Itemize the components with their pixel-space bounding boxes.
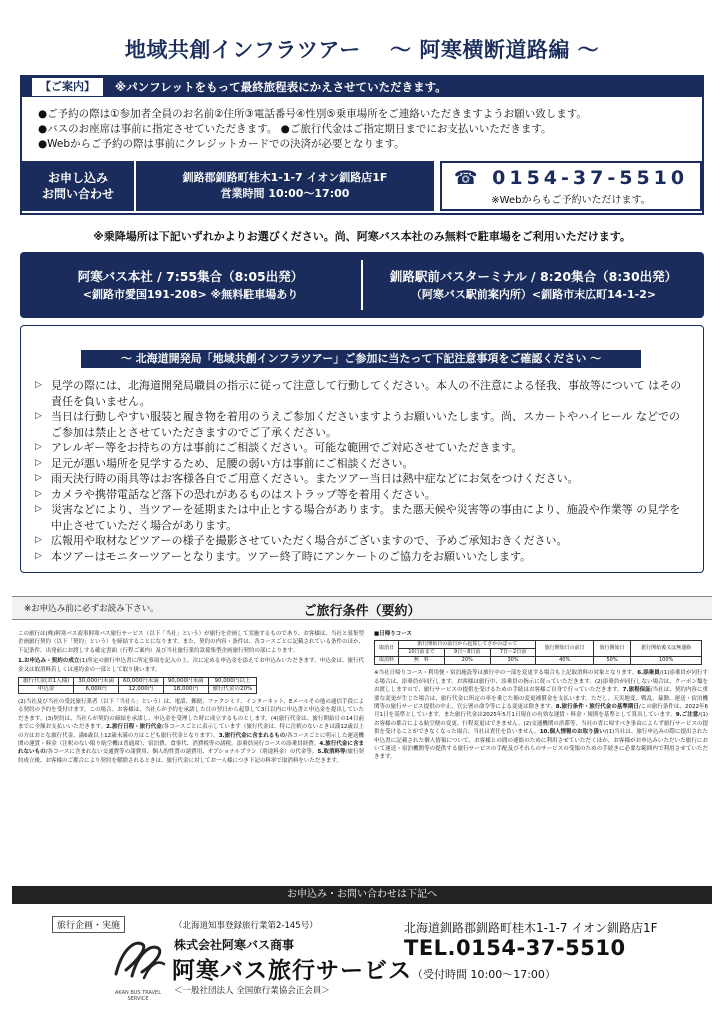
notice-line: ●ご予約の際は①参加者全員のお名前②住所③電話番号④性別⑤乗車場所をご連絡いただきますようお願い致します。 bbox=[38, 108, 587, 120]
triangle-bullet-icon: ▷ bbox=[35, 380, 42, 390]
contact-tel-block bbox=[440, 161, 702, 211]
footer-hours: （受付時間 10:00～17:00） bbox=[412, 968, 556, 981]
notice-line: ●Webからご予約の際は事前にクレジットカードでの決済が必要となります。 bbox=[38, 138, 405, 150]
pickup-sub: <釧路市愛国191-208> ※無料駐車場あり bbox=[82, 287, 299, 301]
contact-label-line1: お申し込み bbox=[47, 171, 108, 185]
triangle-bullet-icon: ▷ bbox=[35, 535, 42, 545]
organizer-tag: 旅行企画・実施 bbox=[52, 916, 125, 933]
akan-bus-logo-icon bbox=[108, 930, 168, 990]
table-row: 旅行代金(お1人様) 30,000円未満 60,000円未満 90,000円未満 90,000円以上 bbox=[19, 678, 257, 686]
table-row: 取消料 無 料 20% 30% 40% 50% 100% bbox=[375, 657, 702, 665]
deposit-table bbox=[18, 677, 257, 694]
conditions-title: ご旅行条件（要約） bbox=[303, 604, 421, 619]
caution-item: ▷ 広報用や取材などツアーの様子を撮影させていただく場合がございますので、予めご承知おきください。 bbox=[35, 534, 568, 547]
registration-number: （北海道知事登録旅行業第2-145号） bbox=[174, 921, 318, 931]
web-note: ※Webからもご予約いただけます。 bbox=[491, 194, 651, 206]
notice-header-text: ※パンフレットをもって最終旅程表にかえさせていただきます。 bbox=[115, 80, 447, 94]
inquiry-bar: お申込み・お問い合わせは下記へ bbox=[12, 886, 712, 904]
caution-header: ～ 北海道開発局「地域共創インフラツアー」ご参加に当たって下記注意事項をご確認ください ～ bbox=[81, 350, 641, 368]
contact-tel[interactable]: ☎ 0154-37-5510 bbox=[453, 166, 689, 189]
caution-item: ▷ 見学の際には、北海道開発局職員の指示に従って注意して行動してください。本人の不注意による怪我、事故等について はその責任を負いません。 bbox=[35, 379, 682, 408]
pickup-box bbox=[20, 252, 704, 318]
notice-header bbox=[22, 77, 702, 97]
pickup-main: 釧路駅前バスターミナル / 8:20集合（8:30出発） bbox=[389, 268, 678, 284]
caution-item: ▷ アレルギー等をお持ちの方は事前にご相談ください。可能な範囲でご対応させていただきます。 bbox=[35, 441, 523, 454]
conditions-header bbox=[12, 596, 712, 620]
cancellation-table bbox=[374, 640, 702, 665]
caution-item: ▷ カメラや携帯電話など落下の恐れがあるものはストラップ等を着用ください。 bbox=[35, 487, 436, 501]
conditions-right-column bbox=[374, 630, 708, 764]
conditions-note: ※お申込み前に必ずお読み下さい。 bbox=[24, 604, 159, 614]
triangle-bullet-icon: ▷ bbox=[35, 504, 42, 514]
pickup-akanbus-hq bbox=[20, 252, 361, 318]
company-parent-name: 株式会社阿寒バス商事 bbox=[174, 938, 295, 952]
contact-address: 釧路郡釧路町桂木1-1-7 イオン釧路店1F bbox=[182, 171, 388, 184]
triangle-bullet-icon: ▷ bbox=[35, 442, 42, 452]
triangle-bullet-icon: ▷ bbox=[35, 411, 42, 421]
caution-item: ▷ 本ツアーはモニターツアーとなります。ツアー終了時にアンケートのご協力をお願いいたします。 bbox=[35, 549, 532, 563]
caution-item: ▷ 雨天決行時の雨具等はお客様各自でご用意ください。またツアー当日は熱中症などにお気をつけください。 bbox=[35, 472, 579, 485]
triangle-bullet-icon: ▷ bbox=[35, 550, 42, 561]
contact-label bbox=[22, 161, 134, 211]
company-name: 阿寒バス旅行サービス bbox=[172, 958, 412, 984]
conditions-left-column bbox=[18, 630, 364, 767]
contact-label-line2: お問い合わせ bbox=[41, 187, 114, 201]
table-row: 10日前まで 9日〜8日前 7日〜2日前 bbox=[375, 649, 702, 657]
page-title: 地域共創インフラツアー ～ 阿寒横断道路編 ～ bbox=[124, 38, 600, 62]
footer-tel[interactable]: TEL.0154-37-5510 bbox=[404, 936, 626, 960]
conditions-body bbox=[12, 630, 712, 852]
table-row: 取消日 旅行開始日の前日から起算してさかのぼって 旅行開始日の前日 旅行開始日 旅行開始後又は無連絡 bbox=[375, 641, 702, 649]
conditions-paragraph: ※当社日帰りコース・利用便・宿泊施設等は旅行中の一部を変更する場合も上記取消料の対象となります。6.添乗員/(1)添乗員が同行する場合は、添乗員が同行します。お客様は旅行中、添乗員の指示に従っていただきます。(2)添乗員が同行しない場合は、クーポン類をお渡ししますので、旅行サービスの提供を受けるための手続はお客様ご自身で行っていただきます。7.旅程保証/当社は、契約内容に重要な変更が生じた場合は、旅行代金に所定の率を乗じた額の変更補償金を支払います。ただし、天災地変、戦乱、暴動、運送・宿泊機関等の旅行サービス提供の中止、官公署の命令等による変更は除きます。8.旅行条件・旅行代金の基準期日/この旅行条件は、2022年6月1日を基準としています。また旅行代金は2025年5月1日現在の有効な運賃・料金・規則を基準として算出しています。9.ご注意/(1)お客様の都合による航空便の変更、行程変更はできません。(2)交通機関の渋滞等、当社の責に帰すべき事由によらず旅行サービスの提供を受けることができなくなった場合、当社は責任を負いません。10.個人情報のお取り扱い/(1)当社は、旅行申込みの際に提出された申込書に記載された個人情報について、お客様との間の連絡のために利用させていただくほか、お客様がお申込みいただいた旅行において運送・宿泊機関等の提供する旅行サービスの手配及びそれらのサービスの受領のための手続きに必要な範囲内で利用させていただきます。 bbox=[374, 670, 709, 761]
pickup-main: 阿寒バス本社 / 7:55集合（8:05出発） bbox=[77, 268, 304, 284]
triangle-bullet-icon: ▷ bbox=[35, 457, 42, 468]
triangle-bullet-icon: ▷ bbox=[35, 473, 42, 483]
notice-line: ●バスのお座席は事前に指定させていただきます。 ●ご旅行代金はご指定期日までにお支払いいただきます。 bbox=[38, 123, 552, 135]
boarding-note: ※乗降場所は下記いずれかよりお選びください。尚、阿寒バス本社のみ無料で駐車場をご利用いただけます。 bbox=[93, 230, 631, 243]
notice-tag: 【ご案内】 bbox=[32, 78, 103, 96]
caution-box bbox=[20, 325, 704, 573]
contact-row bbox=[22, 161, 702, 211]
table-row: 申込金 6,000円 12,000円 18,000円 旅行代金の20% bbox=[19, 686, 257, 694]
conditions-paragraph: この旅行は(株)阿寒バス商事阿寒バス旅行サービス（以下「当社」という）が旅行を企画して実施するものであり、お客様は、当社と募集型企画旅行契約（以下「契約」という）を締結することになります。また、契約の内容・条件は、各コースごとに記載されている条件のほか、下記条件、出発前にお渡しする確定書面（行程ご案内）及び当社旅行業約款募集型企画旅行契約の部によります。 bbox=[18, 631, 364, 654]
caution-list bbox=[21, 368, 703, 564]
caution-item: ▷ 足元が悪い場所を見学するため、足腰の弱い方は事前にご相談ください。 bbox=[35, 456, 414, 470]
triangle-bullet-icon: ▷ bbox=[35, 488, 42, 499]
caution-item: ▷ 災害などにより、当ツアーを延期または中止とする場合があります。また悪天候や災害等の事由により、施設や作業等 の見学を中止させていただく場合があります。 bbox=[35, 503, 681, 532]
contact-address-block bbox=[134, 161, 434, 211]
conditions-paragraph: (2)当社及び当社の受託旅行業者（以下「当社ら」という）は、電話、郵便、ファクシミリ、インターネット、Eメールその他の通信手段による契約の予約を受付けます。この場合、お客様は、当社らが予約を承諾した日の翌日から起算して3日以内に申込書と申込金を提出していただきます。(3)契約は、当社らが契約の締結を承諾し、申込金を受理した時に成立するものとします。(4)旅行代金は、旅行開始日の14日前までに全額お支払いいただきます。2.旅行日程・旅行代金/各コースごとに表示しています（旅行代金は、特に注釈のないときは満12歳以上の方はおとな旅行代金、満6歳以上12歳未満の方はこども旅行代金となります）。3.旅行代金に含まれるもの/各コースごとに明示した運送機関の運賃・料金（注釈のない限り航空機は普通席）、宿泊費、食事代、消費税等の諸税。添乗員同行コースの添乗員経費。4.旅行代金に含まれないもの/各コースに含まれない交通費等の諸費用、個人的性質の諸費用、オプショナルプラン（別途料金）の代金等。5.取消料等/旅行契約成立後、お客様のご都合により契約を解除されるときは、旅行代金に対してお一人様につき下記の料率で取消料をいただきます。 bbox=[18, 699, 364, 764]
pickup-kushiro-station bbox=[363, 252, 704, 318]
conditions-paragraph: 1.お申込み・契約の成立(1)所定の旅行申込書に所定事項を記入の上、次に定める申込金を添えてお申込みいただきます。申込金は、旅行代金又は取消料若しくは違約金の一部として取り扱います。 bbox=[18, 658, 365, 673]
cancel-label: ■日帰りコース bbox=[374, 631, 412, 637]
contact-hours: 営業時間 10:00～17:00 bbox=[220, 187, 350, 200]
logo-caption: AKAN BUS TRAVEL SERVICE bbox=[114, 990, 161, 1002]
notice-lines bbox=[22, 97, 702, 152]
caution-item: ▷ 当日は行動しやすい服装と履き物を着用のうえご参加くださいますようお願いいたします。尚、スカートやハイヒール などでのご参加は禁止とさせていただきますのでご了承ください。 bbox=[35, 410, 680, 439]
footer-address: 北海道釧路郡釧路町桂木1-1-7 イオン釧路店1F bbox=[404, 921, 658, 935]
pickup-sub: （阿寒バス駅前案内所）<釧路市末広町14-1-2> bbox=[410, 287, 657, 301]
association-membership: ＜一般社団法人 全国旅行業協会正会員＞ bbox=[174, 986, 330, 996]
